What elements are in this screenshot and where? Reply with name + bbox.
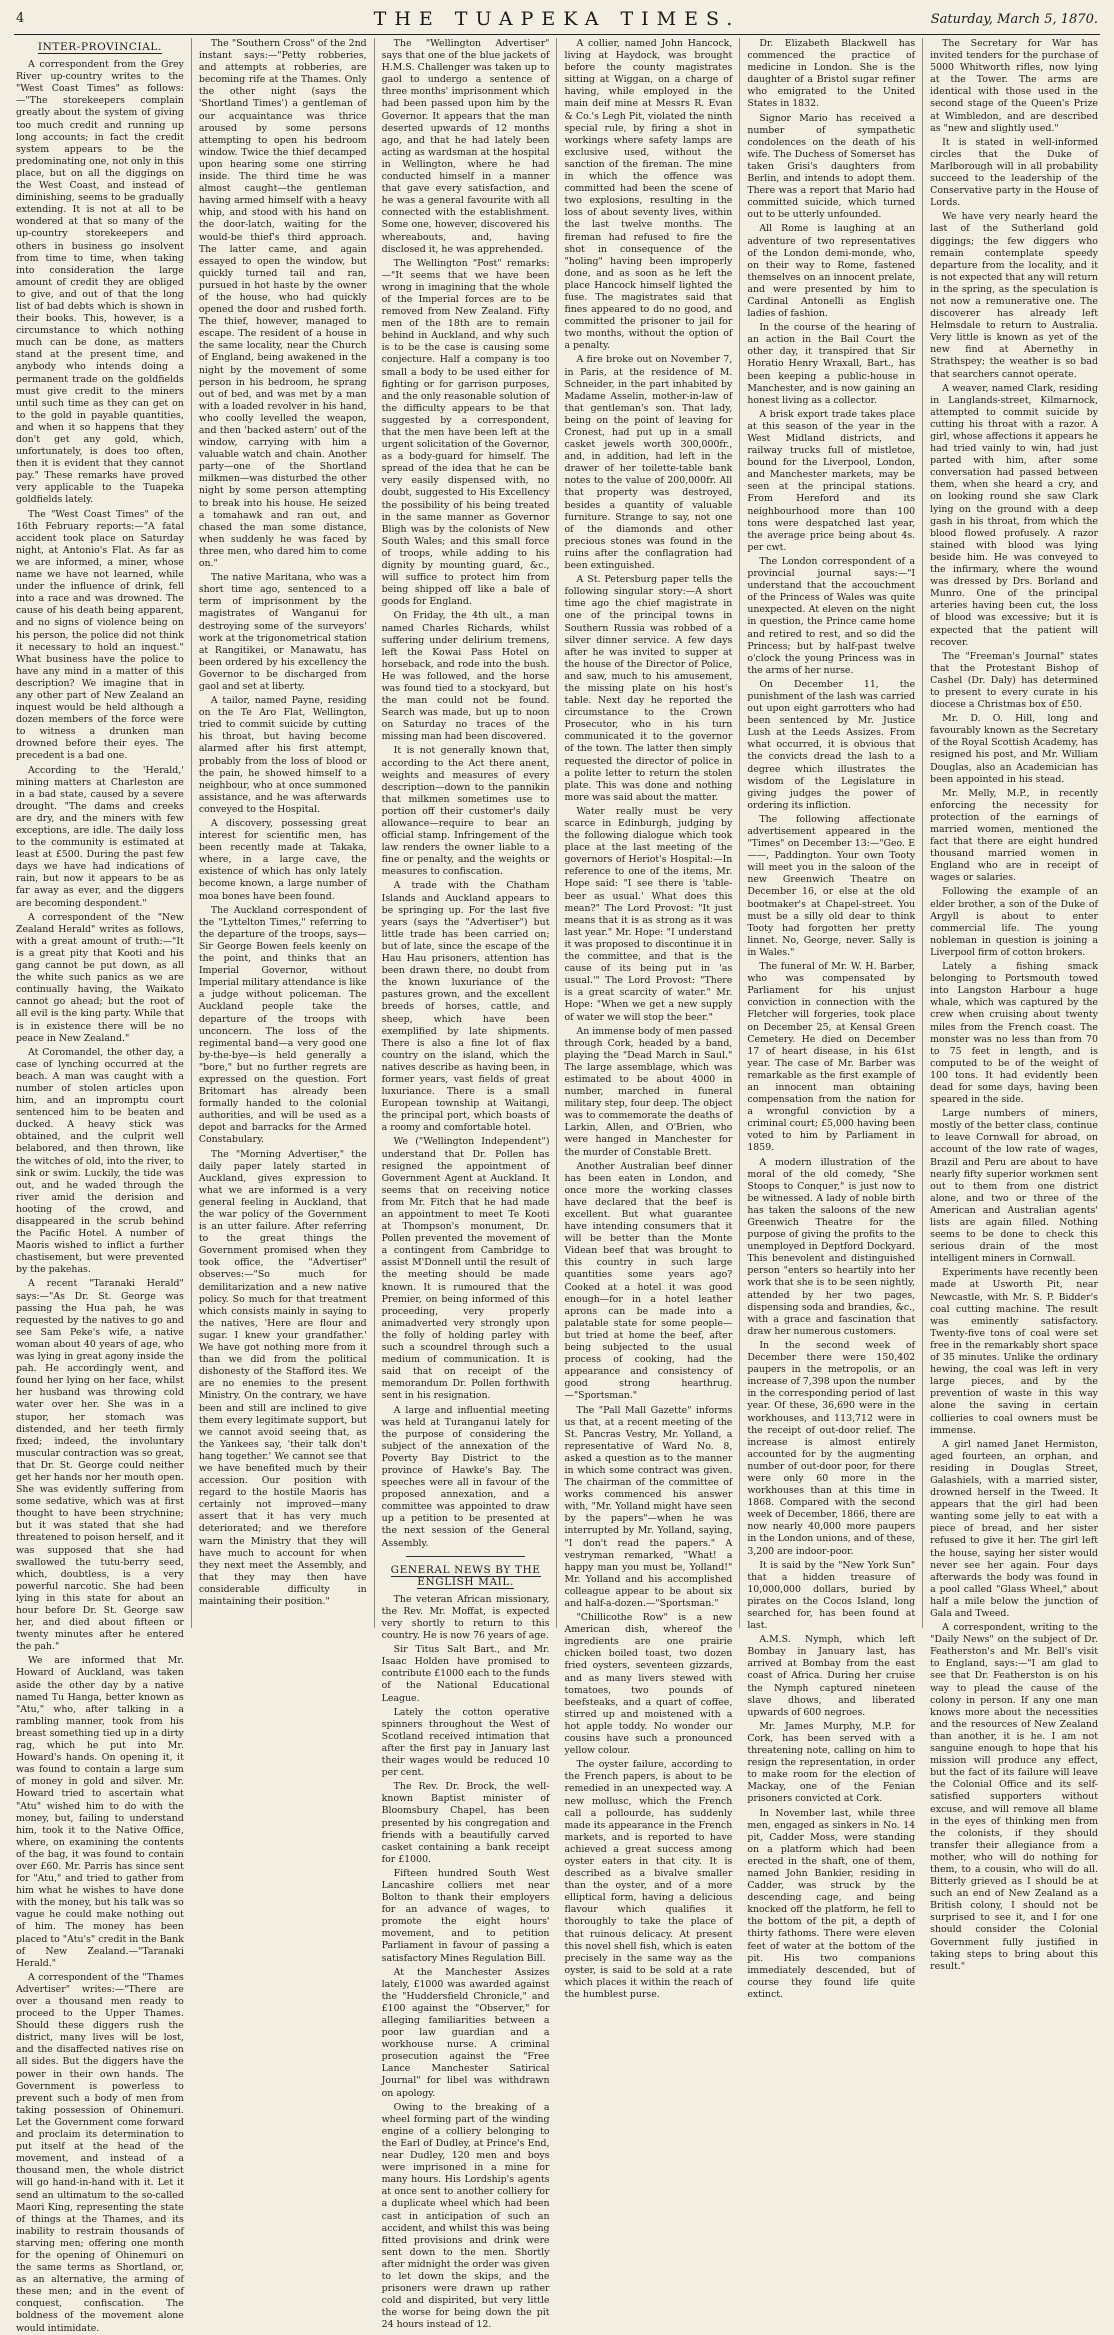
- article-paragraph: A modern illustration of the moral of the old comedy, "She Stoops to Conquer," is just now to be witnessed. A lady of noble birth has taken the saloons of the new Greenwich Theatre for the purpose of giving the profits to the unemployed in Deptford Dockyard. This benevolent and distinguished person "enters so heartily into her work that she is to be seen nightly, attended by her two pages, dispensing soda and brandies, &c., with a grace and fascination that draw her numerous customers.: [747, 1156, 916, 1337]
- article-paragraph: An immense body of men passed through Cork, headed by a band, playing the "Dead March in Saul." The large assemblage, which was estimated to be about 4000 in number, marched in funeral military step, four deep. The object was to commemorate the deaths of Larkin, Allen, and O'Brien, who were hanged in Manchester for the murder of Constable Brett.: [564, 1025, 733, 1158]
- article-paragraph: Mr. James Murphy, M.P. for Cork, has been served with a threatening note, calling on him to resign the representation, in order to make room for the election of Mackay, one of the Fenian prisoners convicted at Cork.: [747, 1720, 916, 1805]
- article-paragraph: We are informed that Mr. Howard of Auckland, was taken aside the other day by a native named Tu Hanga, better known as "Atu," who, after talking in a rambling manner, took from his breast something tied up in a dirty rag, which he put into Mr. Howard's hands. On opening it, it was found to contain a large sum of money in gold and silver. Mr. Howard tried to ascertain what "Atu" wished him to do with the money, but, failing to understand him, took it to the Native Office, where, on examining the contents of the bag, it was found to contain over £60. Mr. Parris has since sent for "Atu," and tried to gather from him what he wishes to have done with the money, but his talk was so vague he could make nothing out of him. The money has been placed to "Atu's" credit in the Bank of New Zealand.—"Taranaki Herald.": [16, 1655, 184, 1969]
- issue-date: Saturday, March 5, 1870.: [930, 12, 1098, 27]
- article-paragraph: Another Australian beef dinner has been eaten in London, and once more the working classes have declared that the beef is excellent. But what guarantee have intending consumers that it will be better than the Monte Videan beef that was brought to this country in such large quantities some years ago? Cooked at a hotel it was good enough—for in a hotel leather aprons can be made into a palatable state for some people—but tried at home the beef, after being subjected to the usual process of cooking, had the appearance and consistency of good strong hearthrug.—"Sportsman.": [564, 1160, 733, 1402]
- article-paragraph: We ("Wellington Independent") understand that Dr. Pollen has resigned the appointment of Government Agent at Auckland. It seems that on receiving notice from Mr. Fitch that he had made an appointment to meet Te Kooti at Thompson's monument, Dr. Pollen prevented the movement of a contingent from Cambridge to assist M'Donnell until the result of the meeting should be made known. It is rumoured that the Premier, on being informed of this proceeding, very properly animadverted very strongly upon the folly of holding parley with such a scoundrel through such a medium of communication. It is said that on receipt of the memorandum Dr. Pollen forthwith sent in his resignation.: [381, 1136, 550, 1402]
- column-3: [374, 38, 557, 2331]
- article-paragraph: A correspondent of the "New Zealand Herald" writes as follows, with a great amount of truth:—"It is a great pity that Kooti and his gang cannot be put down, as all the white such panics as we are continually having, the Waikato cannot go ahead; but the root of all evil is the king party. While that is in existence there will be no peace in New Zealand.": [16, 911, 184, 1044]
- article-paragraph: The "Morning Advertiser," the daily paper lately started in Auckland, gives expression to what we are informed is a very general feeling in Auckland, that the war policy of the Government is an utter failure. After referring to the great things the Government promised when they took office, the "Advertiser" observes:—"So much for demilitarization and a new native policy. So much for that treatment which consists mainly in saying to the natives, 'Here are flour and sugar. I knew your grandfather.' We have got nothing more from it than we did from the political dishonesty of the Stafford ites. We are no enemies to the present Ministry. On the contrary, we have been and still are inclined to give them every legitimate support, but we cannot avoid seeing that, as the Yankees say, 'their talk don't hang together.' We cannot see that we have benefited much by their accession. Our position with regard to the hostile Maoris has certainly not improved—many assert that it has very much deteriorated; and we therefore warn the Ministry that they will have much to account for when they next meet the Assembly, and that they may then have considerable difficulty in maintaining their position.": [198, 1148, 367, 1607]
- article-paragraph: A large and influential meeting was held at Turanganui lately for the purpose of considering the subject of the annexation of the Poverty Bay District to the province of Hawke's Bay. The speeches were all in favour of the proposed annexation, and a committee was appointed to draw up a petition to be presented at the next session of the General Assembly.: [381, 1404, 550, 1549]
- article-paragraph: Fifteen hundred South West Lancashire colliers met near Bolton to thank their employers for an advance of wages, to promote the eight hours' movement, and to petition Parliament in favour of passing a satisfactory Mines Regulation Bill.: [381, 1867, 550, 1964]
- column-1: [14, 38, 191, 2334]
- article-columns: [14, 38, 1100, 2334]
- article-paragraph: A weaver, named Clark, residing in Langlands-street, Kilmarnock, attempted to commit suicide by cutting his throat with a razor. A girl, whose affections it appears he had tried vainly to win, had just parted with him, after some conversation had passed between them, when she heard a cry, and on looking round she saw Clark lying on the ground with a deep gash in his throat, from which the blood flowed profusely. A razor stained with blood was lying beside him. He was conveyed to the infirmary, where the wound was dressed by Drs. Borland and Munro. One of the principal arteries having been cut, the loss of blood was excessive; but it is expected that the patient will recover.: [930, 382, 1098, 648]
- article-paragraph: We have very nearly heard the last of the Sutherland gold diggings; the few diggers who remain contemplate speedy departure from the locality, and it is not expected that any will return in the spring, as the speculation is not now a remunerative one. The discoverer has already left Helmsdale to return to Australia. Very little is known as yet of the new find at Abernethy in Strathspey; the weather is so bad that searchers cannot operate.: [930, 211, 1098, 380]
- article-paragraph: It is stated in well-informed circles that the Duke of Marlborough will in all probability succeed to the leadership of the Conservative party in the House of Lords.: [930, 136, 1098, 209]
- section-divider: [406, 1556, 526, 1557]
- article-paragraph: Mr. D. O. Hill, long and favourably known as the Secretary of the Royal Scottish Academy, has resigned his post, and Mr. William Douglas, also an Academician has been appointed in his stead.: [930, 713, 1098, 785]
- article-paragraph: The oyster failure, according to the French papers, is about to be remedied in an unexpected way. A new mollusc, which the French call a pollourde, has suddenly made its appearance in the French markets, and is reported to have achieved a great success among oyster eaters in that city. It is described as a bivalve smaller than the oyster, and of a more elliptical form, having a delicious flavour which qualifies it thoroughly to take the place of that ruinous delicacy. At present this novel shell fish, which is eaten precisely in the same way as the oyster, is said to be sold at a rate which places it within the reach of the humblest purse.: [564, 1759, 733, 2000]
- article-paragraph: Following the example of an elder brother, a son of the Duke of Argyll is about to enter commercial life. The young nobleman in question is joining a Liverpool firm of cotton brokers.: [930, 886, 1098, 958]
- article-paragraph: A tailor, named Payne, residing on the Te Aro Flat, Wellington, tried to commit suicide by cutting his throat, but having become alarmed after his first attempt, probably from the loss of blood or the pain, he showed himself to a neighbour, who at once summoned assistance, and he was afterwards conveyed to the Hospital.: [198, 695, 367, 815]
- article-paragraph: The "Wellington Advertiser" says that one of the blue jackets of H.M.S. Challenger was taken up to gaol to undergo a sentence of three months' imprisonment which had been passed upon him by the Governor. It appears that the man deserted upwards of 12 months ago, and that he had lately been acting as wardsman at the hospital in Wellington, where he had conducted himself in a manner that gave every satisfaction, and he was a general favourite with all connected with the establishment. Some one, however, discovered his whereabouts, and, having disclosed it, he was apprehended.: [381, 38, 550, 255]
- article-paragraph: In the course of the hearing of an action in the Bail Court the other day, it transpired that Sir Horatio Henry Wraxall, Bart., has been keeping a public-house in Manchester, and is now gaining an honest living as a collector.: [747, 322, 916, 406]
- article-paragraph: Signor Mario has received a number of sympathetic condolences on the death of his wife. The Duchess of Somerset has taken Grisi's daughters from Berlin, and intends to adopt them. There was a report that Mario had committed suicide, which turned out to be utterly unfounded.: [747, 112, 916, 221]
- article-paragraph: At Coromandel, the other day, a case of lynching occurred at the beach. A man was caught with a number of stolen articles upon him, and an impromptu court sentenced him to be beaten and ducked. A heavy stick was obtained, and the culprit well belabored, and then thrown, like the witches of old, into the river, to sink or swim. Luckily, the tide was out, and he waded through the river amid the derision and hooting of the crowd, and disappeared in the scrub behind the Pacific Hotel. A number of Maoris wished to inflict a further chastisement, but were prevented by the pakehas.: [16, 1046, 184, 1276]
- article-paragraph: At the Manchester Assizes lately, £1000 was awarded against the "Huddersfield Chronicle," and £100 against the "Observer," for alleging familiarities between a poor law guardian and a workhouse nurse. A criminal prosecution against the "Free Lance Manchester Satirical Journal" for libel was withdrawn on apology.: [381, 1966, 550, 2099]
- article-paragraph: A St. Petersburg paper tells the following singular story:—A short time ago the chief magistrate in one of the principal towns in Southern Russia was robbed of a silver dinner service. A few days after he was invited to supper at the house of the Director of Police, and saw, much to his amusement, the missing plate on his host's table. Next day he reported the circumstance to the Crown Prosecutor, who in his turn communicated it to the governor of the town. The latter then simply requested the director of police in a polite letter to return the stolen plate. This was done and nothing more was said about the matter.: [564, 574, 733, 803]
- article-paragraph: The "Pall Mall Gazette" informs us that, at a recent meeting of the St. Pancras Vestry, Mr. Yolland, a representative of Ward No. 8, asked a question as to the manner in which some contract was given. The chairman of the committee of works commenced his answer with, "Mr. Yolland might have seen by the papers"—when he was interrupted by Mr. Yolland, saying, "I don't read the papers." A vestryman remarked, "What! a happy man you must be, Yolland!" Mr. Yolland and his accomplished colleague appear to be about six and half-a-dozen.—"Sportsman.": [564, 1404, 733, 1609]
- page-number: 4: [16, 11, 25, 26]
- column-6: [922, 38, 1100, 1972]
- article-paragraph: Owing to the breaking of a wheel forming part of the winding engine of a colliery belonging to the Earl of Dudley, at Prince's End, near Dudley, 120 men and boys were imprisoned in a mine for many hours. His Lordship's agents at once sent to another colliery for a duplicate wheel which had been cast in anticipation of such an accident, and whilst this was being fitted provisions and drink were sent down to the men. Shortly after midnight the order was given to let down the skips, and the prisoners were drawn up rather cold and dispirited, but very little the worse for being down the pit 24 hours instead of 12.: [381, 2101, 550, 2331]
- newspaper-title: THE TUAPEKA TIMES.: [373, 8, 741, 30]
- article-paragraph: The Wellington "Post" remarks:—"It seems that we have been wrong in imagining that the whole of the Imperial forces are to be removed from New Zealand. Fifty men of the 18th are to remain behind in Auckland, and why such is to be the case is causing some conjecture. Half a company is too small a body to be used either for fighting or for garrison purposes, and the only reasonable solution of the difficulty appears to be that suggested by a correspondent, that the men have been left at the urgent solicitation of the Governor, as a body-guard for himself. The spread of the idea that he can be very easily dispensed with, no doubt, suggested to His Excellency the possibility of his being treated in the same manner as Governor Bligh was by the colonists of New South Wales; and this small force of troops, while adding to his dignity by mounting guard, &c., will suffice to protect him from being shipped off like a bale of goods for England.: [381, 257, 550, 608]
- article-paragraph: The native Maritana, who was a short time ago, sentenced to a term of imprisonment by the magistrates of Wanganui for destroying some of the surveyors' work at the trigonometrical station at Rangitikei, or Manawatu, has been ordered by his excellency the Governor to be discharged from gaol and set at liberty.: [198, 572, 367, 692]
- article-paragraph: A correspondent of the "Thames Advertiser" writes:—"There are over a thousand men ready to proceed to the Upper Thames. Should these diggers rush the district, many lives will be lost, and the disaffected natives rise on all sides. But the diggers have the power in their own hands. The Government is powerless to prevent such a body of men from taking possession of Ohinemuri. Let the Government come forward and proclaim its determination to put itself at the head of the movement, and instead of a thousand men, the whole district will go hand-in-hand with it. Let it send an ultimatum to the so-called Maori King, representing the state of things at the Thames, and its inability to restrain thousands of starving men; offering one month for the opening of Ohinemuri on the same terms as Shortland, or, as an alternative, the arming of these men; and in the event of conquest, confiscation. The boldness of the movement alone would intimidate.: [16, 1971, 184, 2334]
- article-paragraph: A collier, named John Hancock, living at Haydock, was brought before the county magistrates sitting at Wiggan, on a charge of having, while employed in the main deif mine at Messrs R. Evan & Co.'s Legh Pit, violated the ninth special rule, by firing a shot in workings where safety lamps are exclusive used, without the sanction of the fireman. The mine in which the offence was committed had been the scene of two explosions, resulting in the loss of about seventy lives, within the last twelve months. The fireman had refused to fire the shot in consequence of the "holing" having been improperly done, and as soon as he left the place Hancock himself lighted the fuse. The magistrates said that fines appeared to do no good, and committed the prisoner to jail for two months, without the option of a penalty.: [564, 38, 733, 352]
- article-paragraph: A fire broke out on November 7, in Paris, at the residence of M. Schneider, in the part inhabited by Madame Asselin, mother-in-law of that gentleman's son. That lady, being on the point of leaving for Cronest, had put up in a small casket jewels worth 300,000fr., and, in addition, had left in the drawer of her toilette-table bank notes to the value of 200,000fr. All that property was destroyed, besides a quantity of valuable furniture. Strange to say, not one of the diamonds and other precious stones was found in the ruins after the conflagration had been extinguished.: [564, 354, 733, 572]
- article-paragraph: Sir Titus Salt Bart., and Mr. Isaac Holden have promised to contribute £1000 each to the funds of the National Educational League.: [381, 1644, 550, 1704]
- masthead: [14, 8, 1100, 35]
- article-paragraph: The Rev. Dr. Brock, the well-known Baptist minister of Bloomsbury Chapel, has been presented by his congregation and friends with a beautifully carved casket containing a bank receipt for £1000.: [381, 1781, 550, 1865]
- column-5: [739, 38, 922, 2000]
- section-heading-inter-provincial: INTER-PROVINCIAL.: [37, 41, 162, 53]
- article-paragraph: It is said by the "New York Sun" that a hidden treasure of 10,000,000 dollars, buried by pirates on the Cocos Island, long searched for, has been found at last.: [747, 1559, 916, 1632]
- article-paragraph: The "West Coast Times" of the 16th February reports:—"A fatal accident took place on Saturday night, at Antonio's Flat. As far as we are informed, a miner, whose name we have not learned, while under the influence of drink, fell into a race and was drowned. The cause of his death being apparent, and no signs of violence being on his person, the police did not think it necessary to hold an inquest." What business have the police to have any mind in a matter of this description? We imagine that in any other part of New Zealand an inquest would be held although a dozen members of the force were to witness a drunken man drowned before their eyes. The precedent is a bad one.: [16, 508, 184, 762]
- article-paragraph: Lately a fishing smack belonging to Portsmouth towed into Langston Harbour a huge whale, which was captured by the crew when cruising about twenty miles from the French coast. The monster was no less than from 70 to 75 feet in length, and is computed to be of the weight of 100 tons. It had evidently been dead for some days, having been speared in the side.: [930, 961, 1098, 1106]
- article-paragraph: In November last, while three men, engaged as sinkers in No. 14 pit, Cadder Moss, were standing on a platform which had been erected in the shaft, one of them, named John Bankier, residing in Cadder, was struck by the descending cage, and being knocked off the platform, he fell to the bottom of the pit, a depth of thirty fathoms. There were eleven feet of water at the bottom of the pit. His two companions immediately descended, but of course they found life quite extinct.: [747, 1807, 916, 2000]
- article-paragraph: All Rome is laughing at an adventure of two representatives of the London demi-monde, who, on their way to Rome, fastened themselves on an innocent prelate, and were presented by him to Cardinal Antonelli as English ladies of fashion.: [747, 223, 916, 320]
- article-paragraph: The veteran African missionary, the Rev. Mr. Moffat, is expected very shortly to return to this country. He is now 76 years of age.: [381, 1593, 550, 1642]
- column-4: [556, 38, 739, 2000]
- article-paragraph: A.M.S. Nymph, which left Bombay in January last, has arrived at Bombay from the east coast of Africa. During her cruise the Nymph captured nineteen slave dhows, and liberated upwards of 600 negroes.: [747, 1634, 916, 1718]
- article-paragraph: On Friday, the 4th ult., a man named Charles Richards, whilst suffering under delirium tremens, left the Kowai Pass Hotel on horseback, and rode into the bush. He was followed, and the horse was found tied to a stockyard, but the man could not be found. Search was made, but up to noon on Saturday no traces of the missing man had been discovered.: [381, 610, 550, 743]
- article-paragraph: The "Freeman's Journal" states that the Protestant Bishop of Cashel (Dr. Daly) has determined to present to every curate in his diocese a Christmas box of £50.: [930, 650, 1098, 711]
- article-paragraph: In the second week of December there were 150,402 paupers in the metropolis, or an increase of 7,398 upon the number in the corresponding period of last year. Of these, 36,690 were in the workhouses, and 113,712 were in the receipt of out-door relief. The increase is almost entirely accounted for by the augmenting number of out-door poor, for there were only 60 more in the workhouses than at this time in 1868. Compared with the second week of December, 1866, there are now nearly 40,000 more paupers in the London unions, and of these, 3,200 are indoor-poor.: [747, 1339, 916, 1557]
- article-paragraph: According to the 'Herald,' mining matters at Charleston are in a bad state, caused by a severe drought. "The dams and creeks are dry, and the miners with few exceptions, are idle. The daily loss to the community is estimated at least at £500. During the past few days we have had indications of rain, but now it appears to be as far away as ever, and the diggers are becoming despondent.": [16, 764, 184, 909]
- article-paragraph: A trade with the Chatham Islands and Auckland appears to be springing up. For the last five years (says the "Advertiser") but little trade has been carried on; but of late, since the escape of the Hau Hau prisoners, attention has been drawn there, no doubt from the known luxuriance of the pastures grown, and the excellent breeds of horses, cattle, and sheep, which have been exemplified by late shipments. There is also a fine lot of flax country on the island, which the natives describe as having been, in former years, vast fields of great luxuriance. There is a small European township at Waitangi, the principal port, which boasts of a roomy and comfortable hotel.: [381, 880, 550, 1134]
- article-paragraph: The Secretary for War has invited tenders for the purchase of 5000 Whitworth rifles, now lying at the Tower. The arms are identical with those used in the second stage of the Queen's Prize at Wimbledon, and are described as "new and slightly used.": [930, 38, 1098, 134]
- article-paragraph: It is not generally known that, according to the Act there anent, weights and measures of every description—down to the pannikin that milkmen sometimes use to portion off their customer's daily allowance—require to bear an official stamp. Infringement of the law renders the owner liable to a fine or penalty, and the weights or measures to confiscation.: [381, 745, 550, 878]
- column-2: [191, 38, 374, 1628]
- article-paragraph: Lately the cotton operative spinners throughout the West of Scotland received intimation that after the first pay in January last their wages would be reduced 10 per cent.: [381, 1706, 550, 1779]
- article-paragraph: Experiments have recently been made at Usworth Pit, near Newcastle, with Mr. S. P. Bidder's coal cutting machine. The result was eminently satisfactory. Twenty-five tons of coal were set free in the remarkably short space of 35 minutes. Unlike the ordinary hewing, the coal was left in very large pieces, and by the prevention of waste in this way alone the saving in certain collieries to coal owners must be immense.: [930, 1267, 1098, 1436]
- article-paragraph: On December 11, the punishment of the lash was carried out upon eight garrotters who had been sentenced by Mr. Justice Lush at the Leeds Assizes. From what occurred, it is obvious that the convicts dread the lash to a degree which illustrates the wisdom of the Legislature in giving judges the power of ordering its infliction.: [747, 678, 916, 811]
- article-paragraph: A discovery, possessing great interest for scientific men, has been recently made at Takaka, where, in a large cave, the existence of which has only lately become known, a large number of moa bones have been found.: [198, 818, 367, 902]
- article-paragraph: The London correspondent of a provincial journal says:—"I understand that the accouchment of the Princess of Wales was quite unexpected. At eleven on the night in question, the Prince came home and retired to rest, and so did the Princess; but by half-past twelve o'clock the young Princess was in the arms of her nurse.: [747, 555, 916, 676]
- section-heading-general-news: GENERAL NEWS BY THE ENGLISH MAIL.: [390, 1563, 541, 1588]
- article-paragraph: "Chillicothe Row" is a new American dish, whereof the ingredients are one prairie chicken boiled toast, two dozen fried oysters, seventeen gizzards, and as many livers stewed with tomatoes, two pounds of beefsteaks, and a quart of coffee, stirred up and moistened with a hot apple toddy. No wonder our cousins have such a pronounced yellow colour.: [564, 1612, 733, 1757]
- article-paragraph: A girl named Janet Hermiston, aged fourteen, an orphan, and residing in Douglas Street, Galashiels, with a married sister, drowned herself in the Tweed. It appears that the girl had been wanting some jelly to eat with a piece of bread, and her sister refused to give it her. The girl left the house, saying her sister would never see her again. Four days afterwards the body was found in a pool called "Glass Wheel," about half a mile below the junction of Gala and Tweed.: [930, 1438, 1098, 1619]
- article-paragraph: The Auckland correspondent of the "Lyttelton Times," referring to the departure of the troops, says—Sir George Bowen feels keenly on the point, and thinks that an Imperial Governor, without Imperial military attendance is like a judge without policeman. The Auckland people take the departure of the troops with unconcern. The loss of the regimental band—a very good one by-the-bye—is held generally a "bore," but no further regrets are expressed on the question. Fort Britomart has already been formally handed to the colonial authorities, and will be used as a depot and barracks for the Armed Constabulary.: [198, 904, 367, 1146]
- article-paragraph: The "Southern Cross" of the 2nd instant says:—"Petty robberies, and attempts at robberies, are becoming rife at the Thames. Only the other night (says the 'Shortland Times') a gentleman of our acquaintance was thrice aroused by some persons attempting to open his bedroom window. Twice the thief decamped upon hearing some one stirring inside. The third time he was almost caught—the gentleman having armed himself with a heavy whip, and stood with his hand on the door-latch, waiting for the would-be thief's third approach. The latter came, and again essayed to open the window, but quickly turned tail and ran, pursued in hot haste by the owner of the house, who had quickly opened the door and rushed forth. The thief, however, managed to escape. The resident of a house in the same locality, near the Church of England, being awakened in the night by the movement of some person in his bedroom, he sprang out of bed, and was met by a man with a loaded revolver in his hand, who coolly levelled the weapon, and then 'backed astern' out of the window, carrying with him a valuable watch and chain. Another party—one of the Shortland milkmen—was disturbed the other night by some person attempting to break into his house. He seized a tomahawk and ran out, and chased the man some distance, when suddenly he was faced by three men, who dared him to come on.": [198, 38, 367, 570]
- article-paragraph: A correspondent from the Grey River up-country writes to the "West Coast Times" as follows:—"The storekeepers complain greatly about the system of giving too much credit and running up long accounts; in fact the credit system appears to be the predominating one, not only in this place, but on all the diggings on the West Coast, and instead of diminishing, seems to be gradually extending. It is not at all to be wondered at that so many of the up-country storekeepers and others in business go insolvent from time to time, when taking into consideration the large amount of credit they are obliged to give, and out of that the long list of bad debts which is shown in their books. This, however, is a circumstance to which nothing much can be done, as matters stand at the present time, and anybody who intends doing a permanent trade on the goldfields must give credit to the miners until such time as they can get on to the gold in payable quantities, and when it so happens that they don't get any gold, which, unfortunately, is does too often, then it is evident that they cannot pay." These remarks have proved very applicable to the Tuapeka goldfields lately.: [16, 59, 184, 506]
- article-paragraph: Dr. Elizabeth Blackwell has commenced the practice of medicine in London. She is the daughter of a Bristol sugar refiner who emigrated to the United States in 1832.: [747, 38, 916, 110]
- article-paragraph: Mr. Melly, M.P., in recently enforcing the necessity for protection of the earnings of married women, mentioned the fact that there are eight hundred thousand married women in England who are in receipt of wages or salaries.: [930, 787, 1098, 884]
- article-paragraph: The following affectionate advertisement appeared in the "Times" on December 13:—"Geo. E——, Paddington. Your own Tooty will meet you in the saloon of the new Greenwich Theatre on December 16, or else at the old bootmaker's at Chapel-street. You must be a silly old dear to think Tooty had forgotten her pretty linnet. No, George, never. Sally is in Wales.": [747, 813, 916, 958]
- article-paragraph: A recent "Taranaki Herald" says:—"As Dr. St. George was passing the Hua pah, he was requested by the natives to go and see Sam Peke's wife, a native woman about 40 years of age, who was lying in great agony inside the pah. He accordingly went, and found her lying on her face, whilst her husband was throwing cold water over her. She was in a stupor, her stomach was distended, and her teeth firmly fixed; indeed, the involuntary muscular contraction was so great, that Dr. St. George could neither get her hands nor her mouth open. She was evidently suffering from some sedative, which was at first thought to have been strychnine; but it was stated that she had threatened to poison herself, and it was supposed that she had swallowed the tutu-berry seed, which, doubtless, is a very powerful narcotic. She had been lying in this state for about an hour before Dr. St. George saw her, and died about fifteen or twenty minutes after he entered the pah.": [16, 1278, 184, 1653]
- article-paragraph: The funeral of Mr. W. H. Barber, who was compensated by Parliament for his unjust conviction in connection with the Fletcher will forgeries, took place on December 25, at Kensal Green Cemetery. He died on December 17 of heart disease, in his 61st year. The case of Mr. Barber was remarkable as the first example of an innocent man obtaining compensation from the nation for a wrongful conviction by a criminal court; £5,000 having been voted to him by Parliament in 1859.: [747, 961, 916, 1154]
- article-paragraph: A brisk export trade takes place at this season of the year in the West Midland districts, and railway trucks full of mistletoe, bound for the Liverpool, London, and Manchester markets, may be seen at the principal stations. From Hereford and its neighbourhood more than 100 tons were despatched last year, the average price being about 4s. per cwt.: [747, 408, 916, 553]
- article-paragraph: Large numbers of miners, mostly of the better class, continue to leave Cornwall for abroad, on account of the low rate of wages, Brazil and Peru are about to have nearly fifty superior workmen sent out to them from one district alone, and two or three of the American and Australian agents' lists are again filled. Nothing seems to be done to check this serious drain of the most intelligent miners in Cornwall.: [930, 1108, 1098, 1265]
- article-paragraph: A correspondent, writing to the "Daily News" on the subject of Dr. Featherston's and Mr. Bell's visit to England, says:—"I am glad to see that Dr. Featherston is on his way to plead the cause of the colony in person. If any one man knows more about the necessities and the resources of New Zealand than another, it is he. I am not sanguine enough to hope that his mission will produce any effect, but the fact of its failure will leave the Colonial Office and its self-satisfied supporters without excuse, and will remove all blame in the eyes of thinking men from the colonists, if they should transfer their allegiance from a mother, who will do nothing for them, to a cousin, who will do all. Bitterly grieved as I should be at such an end of New Zealand as a British colony, I should not be surprised to see it, and I for one should consider the Colonial Government fully justified in taking steps to bring about this result.": [930, 1622, 1098, 1972]
- article-paragraph: Water really must be very scarce in Edinburgh, judging by the following dialogue which took place at the last meeting of the governors of Heriot's Hospital:—In reference to one of the items, Mr. Hope said: "I see there is 'table-beer as usual.' What does this mean?" The Lord Provost: "It just means that it is as strong as it was last year." Mr. Hope: "I understand it was proposed to discontinue it in the committee, and that is the cause of its being put in 'as usual.'" The Lord Provost: "There is a great scarcity of water." Mr. Hope: "When we get a new supply of water we will stop the beer.": [564, 805, 733, 1023]
